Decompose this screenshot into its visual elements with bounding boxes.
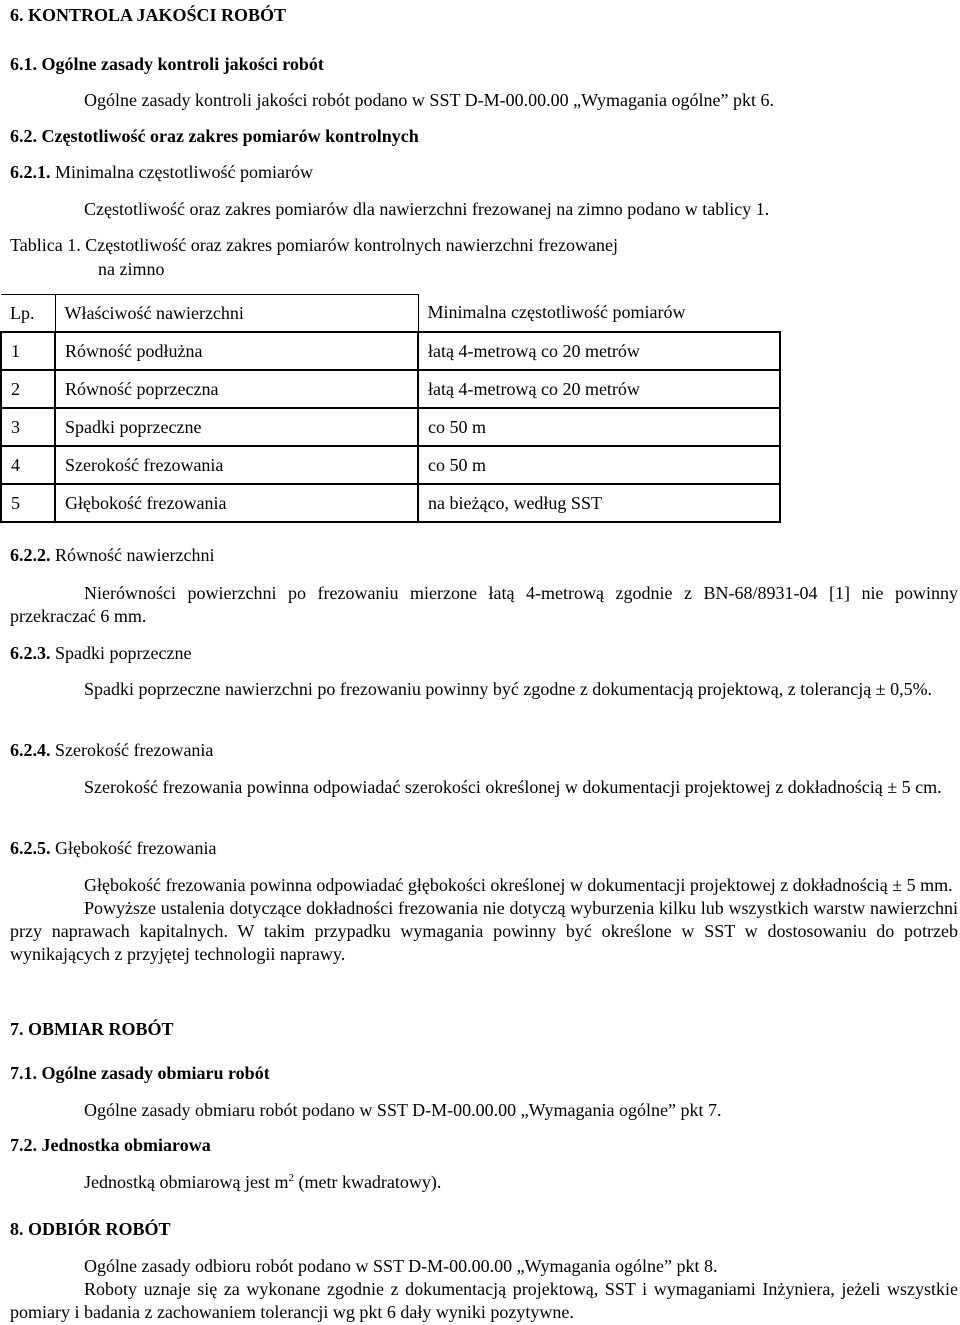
section-7-1-heading [10,1062,270,1084]
table-cell: co 50 m [418,408,780,446]
table-header-cell: Minimalna częstotliwość pomiarów [418,295,780,333]
table-row [1,370,780,408]
table-cell: 1 [1,332,55,370]
section-number: 6.2.2. [10,545,51,565]
section-title: Spadki poprzeczne [55,643,192,663]
section-number: 6.2.3. [10,643,51,663]
table-cell: 3 [1,408,55,446]
table-cell: 2 [1,370,55,408]
section-6-2-3-text: Spadki poprzeczne nawierzchni po frezowaniu powinny być zgodne z dokumentacją projektową, z tolerancją ± 0,5%. [84,679,933,699]
section-7-2-text: Jednostką obmiarową jest $m^2$ (metr kwadratowy). [84,1172,442,1192]
section-6-2-4-heading [10,739,213,761]
section-7-2-heading [10,1134,211,1156]
section-6-2-5-text: Głębokość frezowania powinna odpowiadać głębokości określonej w dokumentacji projektowej z dokładnością ± 5 mm. Powyższe ustalenia dotyczące dokładności frezowania nie dotyczą wyburzenia kilku lub wszystkich warstw nawierzchni przy naprawach kapitalnych. W takim przypadku wymagania powinny być określone w SST w dostosowaniu do potrzeb wynikających z przyjętej technologii naprawy. [10,875,958,964]
table-cell: Spadki poprzeczne [55,408,418,446]
section-title: Jednostka obmiarowa [41,1135,211,1155]
section-number: 7.2. [10,1135,37,1155]
section-6-heading: 6. KONTROLA JAKOŚCI ROBÓT [10,5,287,25]
section-8-heading: 8. ODBIÓR ROBÓT [10,1219,171,1239]
section-title: Częstotliwość oraz zakres pomiarów kontrolnych [41,126,419,146]
table-cell: co 50 m [418,446,780,484]
measurement-frequency-table [0,294,781,523]
section-title: Ogólne zasady obmiaru robót [41,1063,270,1083]
section-number: 6.2.5. [10,838,51,858]
section-6-2-heading [10,125,419,147]
section-title: Równość nawierzchni [55,545,215,565]
table-cell: Głębokość frezowania [55,484,418,522]
table-cell: 4 [1,446,55,484]
section-number: 6.1. [10,54,37,74]
section-number: 6.2.4. [10,740,51,760]
section-6-1-heading [10,53,324,75]
table-header-cell: Lp. [1,295,55,333]
section-number: 6.2. [10,126,37,146]
superscript: 2 [288,1172,294,1184]
section-title: Ogólne zasady kontroli jakości robót [41,54,324,74]
table-row [1,484,780,522]
table-header-row [1,295,780,333]
table-cell: Szerokość frezowania [55,446,418,484]
table-row [1,446,780,484]
section-7-1-text: Ogólne zasady obmiaru robót podano w SST D-M-00.00.00 „Wymagania ogólne” pkt 7. [84,1100,722,1120]
section-number: 7.1. [10,1063,37,1083]
table-cell: Równość poprzeczna [55,370,418,408]
section-6-2-2-text: Nierówności powierzchni po frezowaniu mierzone łatą 4-metrową zgodnie z BN-68/8931-04 [1] nie powinny przekraczać 6 mm. [10,583,958,626]
section-6-2-4-text: Szerokość frezowania powinna odpowiadać szerokości określonej w dokumentacji projektowej z dokładnością ± 5 cm. [84,777,942,797]
table-cell: łatą 4-metrową co 20 metrów [418,332,780,370]
section-6-1-text: Ogólne zasady kontroli jakości robót podano w SST D-M-00.00.00 „Wymagania ogólne” pkt 6. [84,90,774,110]
table-cell: na bieżąco, według SST [418,484,780,522]
section-6-2-3-heading [10,642,191,664]
table-caption-line1: Tablica 1. Częstotliwość oraz zakres pomiarów kontrolnych nawierzchni frezowanej [10,235,619,255]
table-row [1,408,780,446]
table-cell: łatą 4-metrową co 20 metrów [418,370,780,408]
section-title: Szerokość frezowania [55,740,214,760]
section-title: Głębokość frezowania [55,838,217,858]
table-cell: 5 [1,484,55,522]
section-6-2-2-heading [10,544,214,566]
table-row [1,332,780,370]
section-number: 6.2.1. [10,162,51,182]
table-header-cell: Właściwość nawierzchni [55,295,418,333]
section-6-2-5-heading [10,837,216,859]
table-caption-line2: na zimno [98,259,165,279]
section-8-text: Ogólne zasady odbioru robót podano w SST D-M-00.00.00 „Wymagania ogólne” pkt 8. Roboty uznaje się za wykonane zgodnie z dokumentacją projektową, SST i wymaganiami Inżyniera, jeżeli wszystkie pomiary i badania z zachowaniem tolerancji wg pkt 6 dały wyniki pozytywne. [10,1256,958,1322]
section-6-2-1-heading [10,161,313,183]
section-title: Minimalna częstotliwość pomiarów [55,162,313,182]
section-6-2-1-text: Częstotliwość oraz zakres pomiarów dla nawierzchni frezowanej na zimno podano w tablicy 1. [84,199,770,219]
table-cell: Równość podłużna [55,332,418,370]
section-7-heading: 7. OBMIAR ROBÓT [10,1019,174,1039]
